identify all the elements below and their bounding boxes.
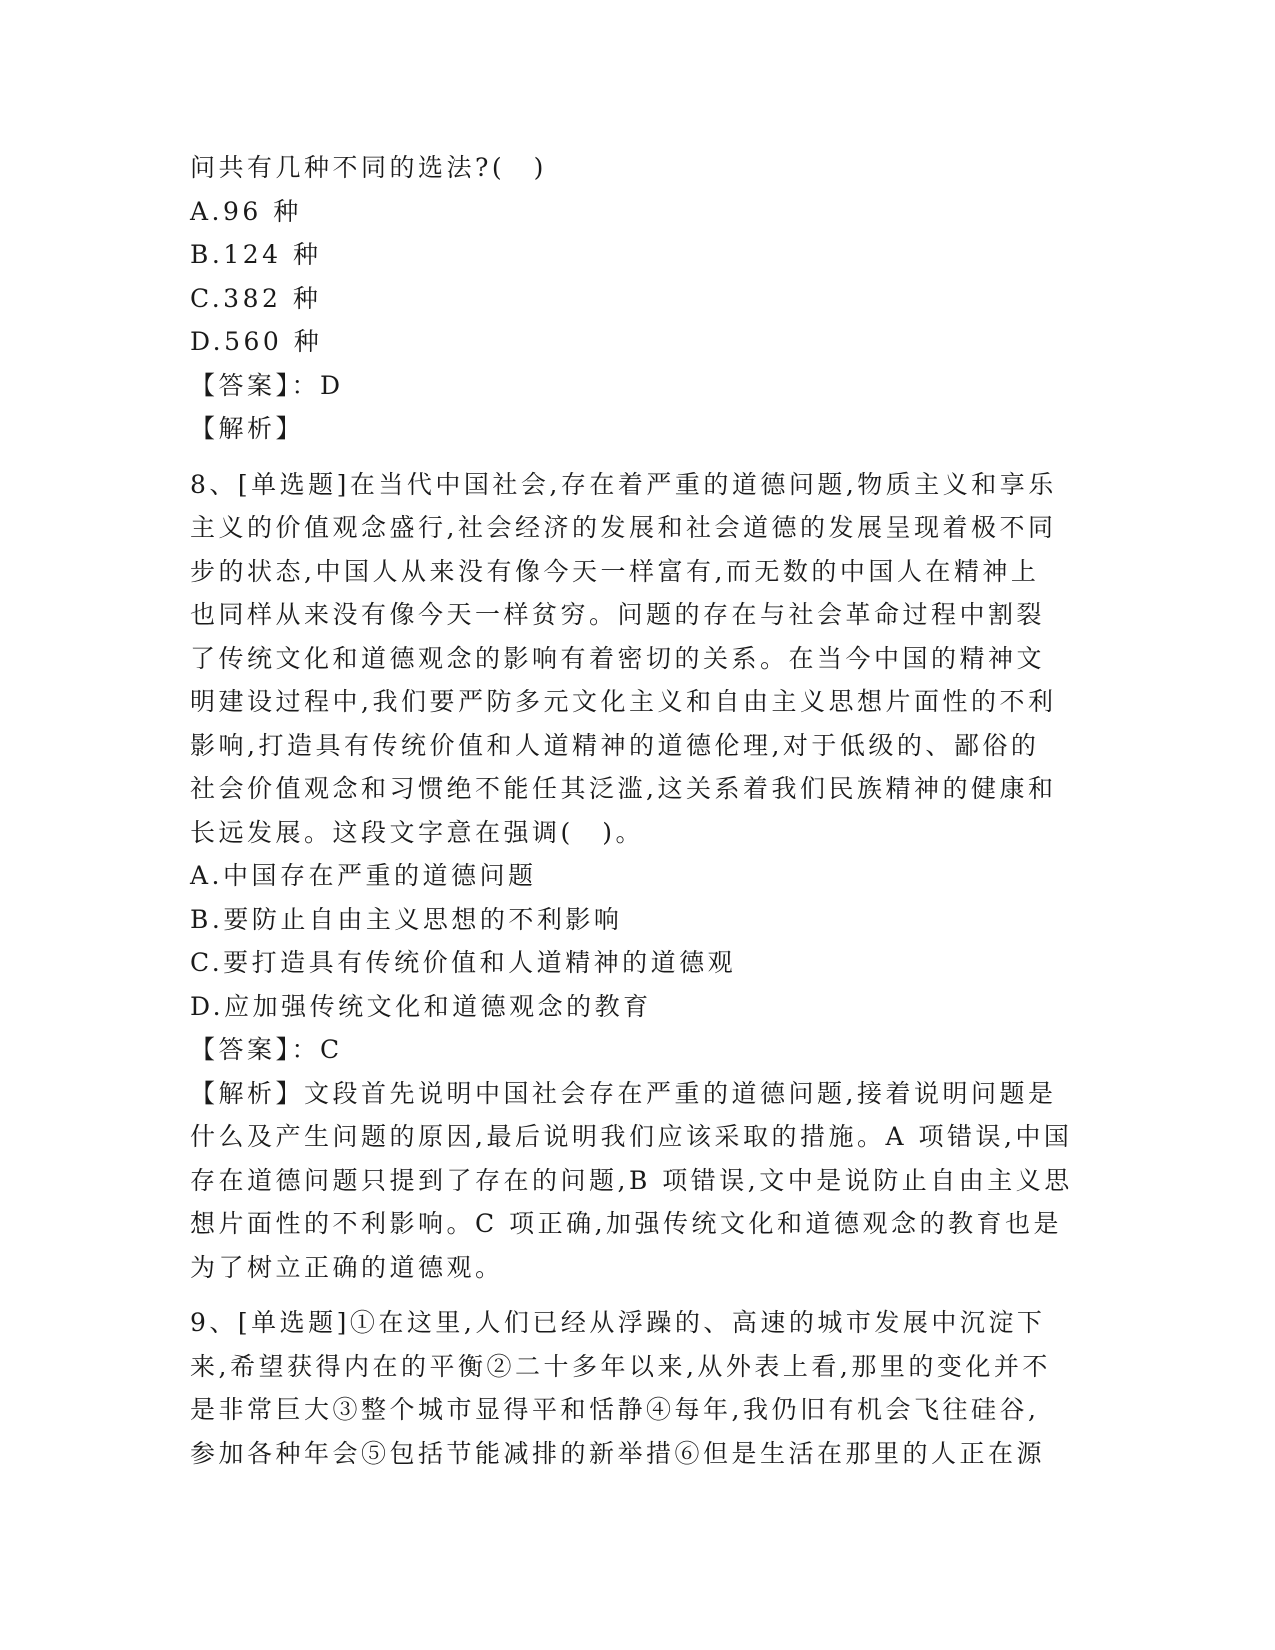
question-spacer	[190, 451, 1090, 463]
q7-stem-tail: 问共有几种不同的选法?( )	[190, 153, 547, 182]
q8-stem-line: 长远发展。这段文字意在强调( )。	[190, 817, 645, 847]
q8-stem-line: 也同样从来没有像今天一样贫穷。问题的存在与社会革命过程中割裂	[190, 600, 1046, 629]
q9-stem-line: 9、[单选题]①在这里,人们已经从浮躁的、高速的城市发展中沉淀下	[190, 1308, 1046, 1337]
q9-stem-line: 是非常巨大③整个城市显得平和恬静④每年,我仍旧有机会飞往硅谷,	[190, 1395, 1040, 1424]
q7-analysis: 【解析】	[190, 414, 305, 443]
q8-stem-line: 主义的价值观念盛行,社会经济的发展和社会道德的发展呈现着极不同	[190, 513, 1057, 542]
q8-analysis-line: 什么及产生问题的原因,最后说明我们应该采取的措施。A 项错误,中国	[190, 1122, 1073, 1151]
q8-analysis-line: 想片面性的不利影响。C 项正确,加强传统文化和道德观念的教育也是	[190, 1209, 1063, 1238]
q8-analysis-line: 为了树立正确的道德观。	[190, 1252, 504, 1282]
q7-answer: 【答案】：D	[190, 370, 344, 400]
q9-stem-line: 参加各种年会⑤包括节能减排的新举措⑥但是生活在那里的人正在源	[190, 1438, 1046, 1468]
q8-stem-line: 明建设过程中,我们要严防多元文化主义和自由主义思想片面性的不利	[190, 687, 1057, 716]
q7-option-d: D.560 种	[190, 327, 323, 356]
q8-option-a: A.中国存在严重的道德问题	[190, 861, 537, 890]
q7-option-c: C.382 种	[190, 283, 322, 313]
document-content	[190, 146, 1090, 1475]
question-spacer	[190, 1289, 1090, 1301]
q8-stem-line: 8、[单选题]在当代中国社会,存在着严重的道德问题,物质主义和享乐	[190, 469, 1057, 499]
q8-stem-line: 了传统文化和道德观念的影响有着密切的关系。在当今中国的精神文	[190, 643, 1046, 673]
q7-option-b: B.124 种	[190, 240, 322, 269]
q8-option-c: C.要打造具有传统价值和人道精神的道德观	[190, 948, 737, 977]
q8-stem-line: 社会价值观念和习惯绝不能任其泛滥,这关系着我们民族精神的健康和	[190, 774, 1057, 803]
q8-stem-line: 步的状态,中国人从来没有像今天一样富有,而无数的中国人在精神上	[190, 556, 1040, 586]
q9-stem-line: 来,希望获得内在的平衡②二十多年以来,从外表上看,那里的变化并不	[190, 1351, 1051, 1381]
q8-stem-line: 影响,打造具有传统价值和人道精神的道德伦理,对于低级的、鄙俗的	[190, 730, 1040, 760]
q8-analysis-line: 【解析】文段首先说明中国社会存在严重的道德问题,接着说明问题是	[190, 1078, 1057, 1108]
q8-option-d: D.应加强传统文化和道德观念的教育	[190, 991, 652, 1021]
q8-analysis-line: 存在道德问题只提到了存在的问题,B 项错误,文中是说防止自由主义思	[190, 1165, 1073, 1195]
q8-answer: 【答案】：C	[190, 1035, 343, 1064]
q7-option-a: A.96 种	[190, 196, 302, 226]
q8-option-b: B.要防止自由主义思想的不利影响	[190, 904, 623, 934]
